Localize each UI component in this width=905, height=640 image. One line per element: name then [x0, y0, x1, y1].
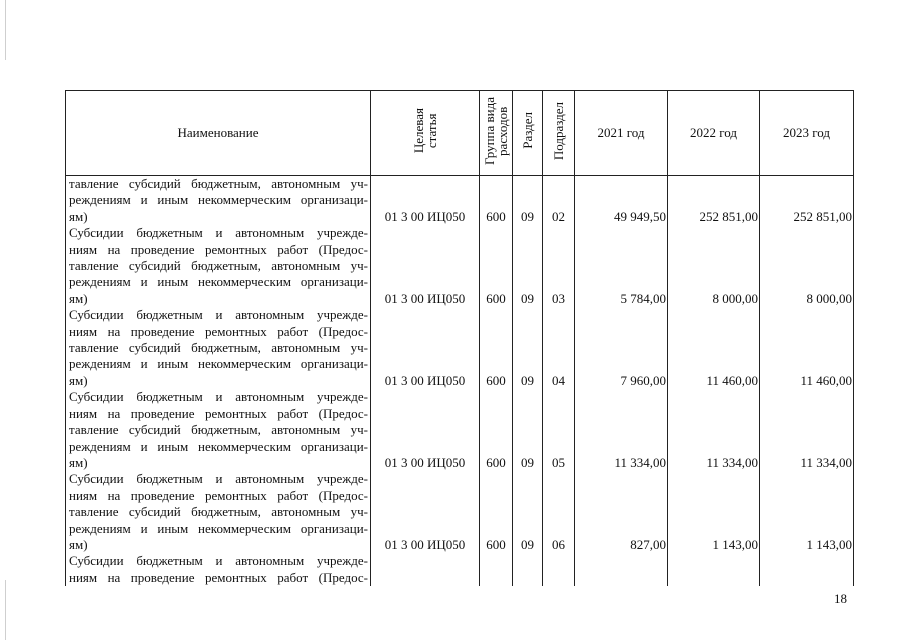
header-name: Наименование — [66, 91, 371, 176]
empty-cell — [760, 553, 854, 586]
row-name-line: Субсидии бюджетным и автономным учрежде- — [69, 389, 368, 405]
header-year-2021: 2021 год — [575, 91, 668, 176]
row-name — [66, 307, 371, 389]
row-section: 09 — [513, 307, 543, 389]
row-subsection: 03 — [543, 225, 575, 307]
row-name-line: ниям на проведение ремонтных работ (Предос- — [69, 323, 368, 339]
table-header-row — [66, 91, 854, 176]
row-name-line: тавление субсидий бюджетным, автономным уч- — [69, 176, 368, 191]
row-name-line: ям) — [69, 454, 88, 470]
row-name-line: реждениям и иным некоммерческим организаци- — [69, 356, 368, 372]
row-name-line: реждениям и иным некоммерческим организаци- — [69, 192, 368, 208]
row-name — [66, 389, 371, 471]
row-amount-2023: 11 334,00 — [760, 389, 854, 471]
row-amount-2022: 11 334,00 — [668, 389, 760, 471]
row-subsection: 06 — [543, 471, 575, 553]
row-name-line: тавление субсидий бюджетным, автономным уч- — [69, 340, 368, 356]
table-row — [66, 176, 854, 226]
header-year-2022: 2022 год — [668, 91, 760, 176]
row-subsection: 02 — [543, 176, 575, 226]
row-name-line: реждениям и иным некоммерческим организаци- — [69, 274, 368, 290]
page-number: 18 — [834, 591, 847, 606]
row-name-line: реждениям и иным некоммерческим организаци- — [69, 520, 368, 536]
table-row — [66, 389, 854, 471]
table-row-partial — [66, 553, 854, 586]
row-expense-group: 600 — [480, 176, 513, 226]
empty-cell — [668, 553, 760, 586]
row-amount-2022: 11 460,00 — [668, 307, 760, 389]
row-name-line: Субсидии бюджетным и автономным учрежде- — [69, 225, 368, 241]
row-amount-2021: 5 784,00 — [575, 225, 668, 307]
row-expense-group: 600 — [480, 389, 513, 471]
row-amount-2022: 8 000,00 — [668, 225, 760, 307]
budget-table — [65, 90, 854, 586]
row-section: 09 — [513, 471, 543, 553]
row-name-line: Субсидии бюджетным и автономным учрежде- — [69, 471, 368, 487]
scan-edge-mark — [5, 580, 6, 640]
empty-cell — [575, 553, 668, 586]
row-amount-2022: 1 143,00 — [668, 471, 760, 553]
row-subsection: 04 — [543, 307, 575, 389]
row-amount-2021: 11 334,00 — [575, 389, 668, 471]
row-name-line: ям) — [69, 290, 88, 306]
header-year-2023: 2023 год — [760, 91, 854, 176]
empty-cell — [543, 553, 575, 586]
row-name-line: ям) — [69, 536, 88, 552]
row-section: 09 — [513, 389, 543, 471]
table-row — [66, 307, 854, 389]
empty-cell — [480, 553, 513, 586]
table-row — [66, 471, 854, 553]
row-name-line: Субсидии бюджетным и автономным учрежде- — [69, 307, 368, 323]
row-target-article: 01 3 00 ИЦ050 — [371, 176, 480, 226]
row-name — [66, 471, 371, 553]
row-target-article: 01 3 00 ИЦ050 — [371, 307, 480, 389]
row-name — [66, 176, 371, 226]
row-name-line: ниям на проведение ремонтных работ (Предос- — [69, 241, 368, 257]
row-name-line: Субсидии бюджетным и автономным учрежде- — [69, 553, 368, 569]
row-amount-2023: 252 851,00 — [760, 176, 854, 226]
row-name-line: тавление субсидий бюджетным, автономным уч- — [69, 422, 368, 438]
row-amount-2022: 252 851,00 — [668, 176, 760, 226]
row-name-line: ниям на проведение ремонтных работ (Предос- — [69, 405, 368, 421]
row-target-article: 01 3 00 ИЦ050 — [371, 225, 480, 307]
row-name-line: тавление субсидий бюджетным, автономным уч- — [69, 504, 368, 520]
row-amount-2023: 8 000,00 — [760, 225, 854, 307]
row-name — [66, 225, 371, 307]
row-amount-2021: 827,00 — [575, 471, 668, 553]
header-section: Раздел — [513, 91, 543, 176]
row-name-line: ям) — [69, 208, 88, 224]
empty-cell — [513, 553, 543, 586]
row-section: 09 — [513, 225, 543, 307]
row-name-line: ниям на проведение ремонтных работ (Предос- — [69, 487, 368, 503]
row-expense-group: 600 — [480, 307, 513, 389]
row-expense-group: 600 — [480, 471, 513, 553]
row-name — [66, 553, 371, 586]
row-section: 09 — [513, 176, 543, 226]
header-expense-group: Группа вида расходов — [480, 91, 513, 176]
row-name-line: реждениям и иным некоммерческим организаци- — [69, 438, 368, 454]
row-target-article: 01 3 00 ИЦ050 — [371, 389, 480, 471]
row-name-line: ям) — [69, 372, 88, 388]
header-target-article: Целевая статья — [371, 91, 480, 176]
row-amount-2021: 7 960,00 — [575, 307, 668, 389]
row-target-article: 01 3 00 ИЦ050 — [371, 471, 480, 553]
row-name-line: ниям на проведение ремонтных работ (Предос- — [69, 569, 368, 585]
row-amount-2023: 1 143,00 — [760, 471, 854, 553]
header-subsection: Подраздел — [543, 91, 575, 176]
empty-cell — [371, 553, 480, 586]
row-name-line: тавление субсидий бюджетным, автономным уч- — [69, 258, 368, 274]
scan-edge-mark — [5, 0, 6, 60]
row-subsection: 05 — [543, 389, 575, 471]
row-amount-2023: 11 460,00 — [760, 307, 854, 389]
row-amount-2021: 49 949,50 — [575, 176, 668, 226]
row-expense-group: 600 — [480, 225, 513, 307]
table-row — [66, 225, 854, 307]
